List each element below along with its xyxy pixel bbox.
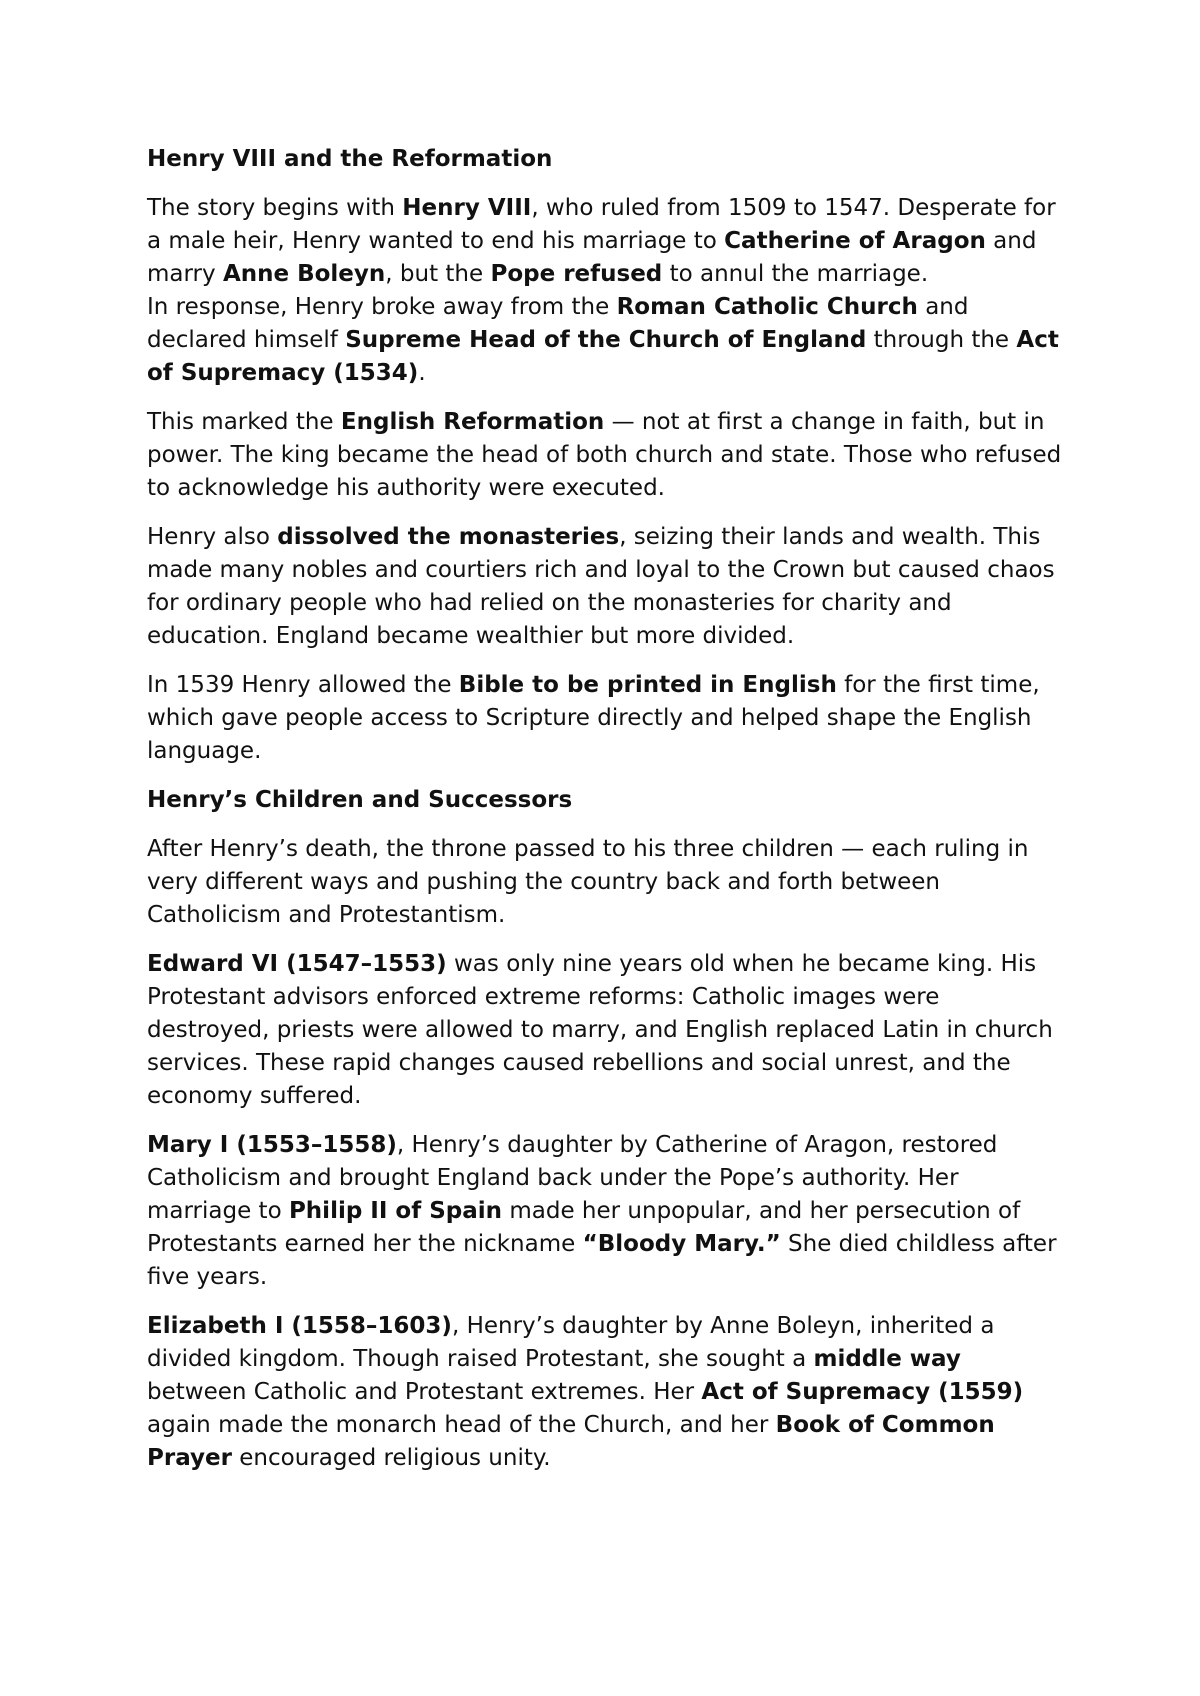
text-run: and marry xyxy=(147,228,1037,287)
text-run: In 1539 Henry allowed the xyxy=(147,672,459,698)
text-run: , Henry’s daughter by Catherine of Aragon, restored Catholicism and brought England back under the Pope’s authority. Her marriage to xyxy=(147,1132,998,1224)
paragraph-succession-overview xyxy=(147,833,1067,932)
text-run: to annul the marriage. xyxy=(662,261,929,287)
bold-text-run: Supreme Head of the Church of England xyxy=(345,327,867,353)
paragraph-dissolution-monasteries xyxy=(147,521,1067,653)
paragraph-break-from-rome xyxy=(147,291,1067,390)
text-run: She died childless after five years. xyxy=(147,1231,1057,1290)
text-run: Henry also xyxy=(147,524,278,550)
bold-text-run: Roman Catholic Church xyxy=(616,294,918,320)
bold-text-run: Philip II of Spain xyxy=(288,1198,503,1224)
text-run: was only nine years old when he became king. His Protestant advisors enforced extreme reforms: Catholic images were destroyed, priests were allowed to marry, and English replaced Latin in church services. These rapid changes caused rebellions and social unrest, and the economy suffered. xyxy=(147,951,1053,1109)
text-run: This marked the xyxy=(147,409,341,435)
paragraph-mary-i xyxy=(147,1129,1067,1294)
bold-text-run: “Bloody Mary.” xyxy=(582,1231,781,1257)
document-body xyxy=(147,143,1067,1491)
bold-text-run: Book of Common Prayer xyxy=(147,1412,995,1471)
bold-text-run: Act of Supremacy (1559) xyxy=(701,1379,1024,1405)
bold-text-run: Edward VI (1547–1553) xyxy=(147,951,447,977)
paragraph-elizabeth-i xyxy=(147,1310,1067,1475)
bold-text-run: Mary I (1553–1558) xyxy=(147,1132,397,1158)
text-run: for the first time, which gave people access to Scripture directly and helped shape the English language. xyxy=(147,672,1040,764)
text-run: After Henry’s death, the throne passed to his three children — each ruling in very different ways and pushing the country back and forth between Catholicism and Protestantism. xyxy=(147,836,1029,928)
paragraph-edward-vi xyxy=(147,948,1067,1113)
bold-text-run: Anne Boleyn xyxy=(222,261,386,287)
text-run: — not at first a change in faith, but in power. The king became the head of both church and state. Those who refused to acknowledge his authority were executed. xyxy=(147,409,1062,501)
text-run: . xyxy=(418,360,426,386)
text-run: through the xyxy=(866,327,1017,353)
text-run: and declared himself xyxy=(147,294,969,353)
text-run: again made the monarch head of the Church, and her xyxy=(147,1412,776,1438)
text-run: made her unpopular, and her persecution of Protestants earned her the nickname xyxy=(147,1198,1021,1257)
section-heading-reformation: Henry VIII and the Reformation xyxy=(147,146,553,172)
text-run: , Henry’s daughter by Anne Boleyn, inherited a divided kingdom. Though raised Protestant, she sought a xyxy=(147,1313,995,1372)
bold-text-run: Pope refused xyxy=(490,261,663,287)
text-run: , who ruled from 1509 to 1547. Desperate for a male heir, Henry wanted to end his marriage to xyxy=(147,195,1056,254)
text-run: , but the xyxy=(385,261,491,287)
paragraph-english-reformation xyxy=(147,406,1067,505)
section-heading-successors: Henry’s Children and Successors xyxy=(147,787,573,813)
paragraph-henry-intro xyxy=(147,192,1067,291)
text-run: In response, Henry broke away from the xyxy=(147,294,617,320)
text-run: between Catholic and Protestant extremes. Her xyxy=(147,1379,702,1405)
bold-text-run: Bible to be printed in English xyxy=(458,672,837,698)
bold-text-run: dissolved the monasteries xyxy=(277,524,620,550)
paragraph-english-bible xyxy=(147,669,1067,768)
bold-text-run: Act of Supremacy (1534) xyxy=(147,327,1059,386)
text-run: encouraged religious unity. xyxy=(231,1445,551,1471)
bold-text-run: Elizabeth I (1558–1603) xyxy=(147,1313,452,1339)
text-run: The story begins with xyxy=(147,195,403,221)
bold-text-run: English Reformation xyxy=(340,409,605,435)
text-run: , seizing their lands and wealth. This made many nobles and courtiers rich and loyal to the Crown but caused chaos for ordinary people who had relied on the monasteries for charity and education. England became wealthier but more divided. xyxy=(147,524,1055,649)
bold-text-run: Catherine of Aragon xyxy=(724,228,986,254)
bold-text-run: middle way xyxy=(813,1346,961,1372)
bold-text-run: Henry VIII xyxy=(402,195,532,221)
